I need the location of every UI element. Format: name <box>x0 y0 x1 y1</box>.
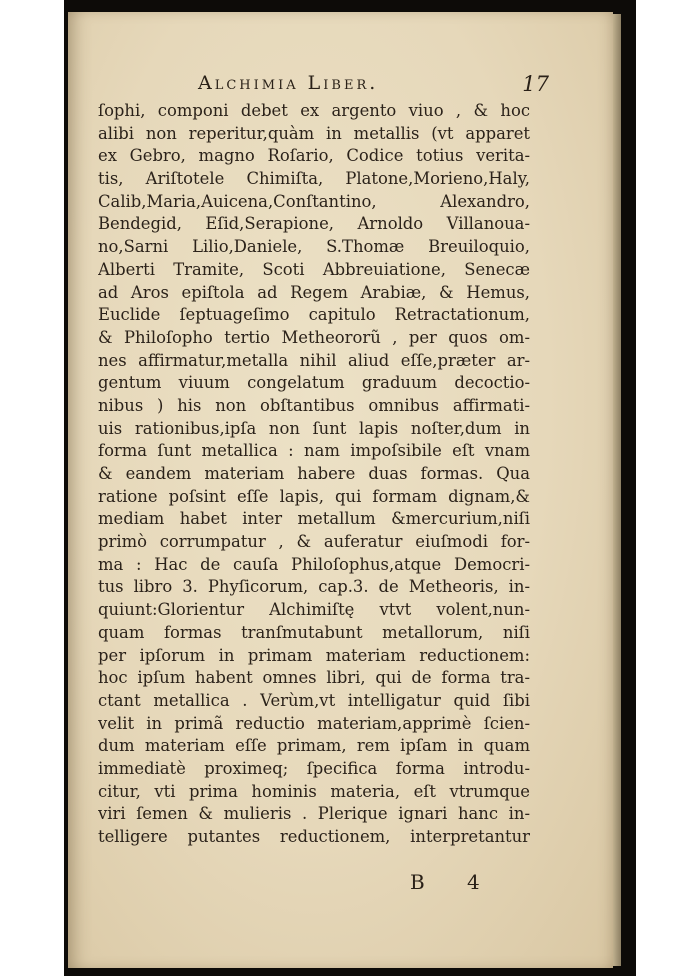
text-line: quiunt:Glorientur Alchimiſtę vtvt volent,nun- <box>98 600 530 620</box>
text-line: telligere putantes reductionem, interpretantur <box>98 827 530 846</box>
text-line: gentum viuum congelatum graduum decoctio- <box>98 373 530 393</box>
page-number: 17 <box>522 72 549 96</box>
text-line: velit in primã reductio materiam,apprimè ſcien- <box>98 713 530 733</box>
book-page <box>68 12 613 968</box>
text-line: ctant metallica . Verùm,vt intelligatur quid ſibi <box>98 690 530 710</box>
text-line: ratione poſsint eſſe lapis, qui formam dignam,& <box>98 486 530 506</box>
text-line: Alberti Tramite, Scoti Abbreuiatione, Senecæ <box>98 259 530 279</box>
page-edge <box>613 14 621 966</box>
text-line: mediam habet inter metallum &mercurium,niſi <box>98 509 530 529</box>
running-title: Alchimia Liber. <box>198 72 379 94</box>
text-line: no,Sarni Lilio,Daniele, S.Thomæ Breuiloquio, <box>98 237 530 257</box>
text-line: & eandem materiam habere duas formas. Qua <box>98 464 530 483</box>
text-line: nes affirmatur,metalla nihil aliud eſſe,præter ar- <box>98 350 530 370</box>
text-line: Calib,Maria,Auicena,Conſtantino, Alexandro, <box>98 191 530 211</box>
text-line: ſophi, componi debet ex argento viuo , & hoc <box>98 101 530 120</box>
text-line: quam formas tranſmutabunt metallorum, niſi <box>98 622 530 642</box>
text-line: & Philoſopho tertio Metheororũ , per quos om- <box>98 327 530 347</box>
text-line: per ipſorum in primam materiam reductionem: <box>98 645 530 665</box>
text-line: forma ſunt metallica : nam impoſsibile eſt vnam <box>98 441 530 461</box>
text-line: ad Aros epiſtola ad Regem Arabiæ, & Hemus, <box>98 282 530 302</box>
text-line: tis, Ariſtotele Chimiſta, Platone,Morieno,Haly, <box>98 169 530 189</box>
text-line: Euclide ſeptuageſimo capitulo Retractationum, <box>98 305 530 325</box>
signature-mark: B 4 <box>410 870 498 894</box>
text-line: dum materiam eſſe primam, rem ipſam in quam <box>98 736 530 756</box>
text-line: primò corrumpatur , & auferatur eiuſmodi for- <box>98 532 530 552</box>
text-line: nibus ) his non obſtantibus omnibus affirmati- <box>98 395 530 415</box>
text-line: tus libro 3. Phyſicorum, cap.3. de Metheoris, in- <box>98 577 530 597</box>
text-line: immediatè proximeq; ſpecifica forma introdu- <box>98 758 530 778</box>
text-line: ma : Hac de cauſa Philoſophus,atque Democri- <box>98 554 530 574</box>
text-line: Bendegid, Eſid,Serapione, Arnoldo Villanoua- <box>98 214 530 234</box>
text-line: viri ſemen & mulieris . Plerique ignari hanc in- <box>98 804 530 824</box>
page-header <box>68 72 613 100</box>
text-line: uis rationibus,ipſa non ſunt lapis noſter,dum in <box>98 418 530 438</box>
body-text <box>98 100 530 849</box>
text-line: hoc ipſum habent omnes libri, qui de forma tra- <box>98 668 530 688</box>
text-line: ex Gebro, magno Roſario, Codice totius verita- <box>98 146 530 166</box>
text-line: citur, vti prima hominis materia, eſt vtrumque <box>98 781 530 801</box>
text-line: alibi non reperitur,quàm in metallis (vt apparet <box>98 123 530 143</box>
